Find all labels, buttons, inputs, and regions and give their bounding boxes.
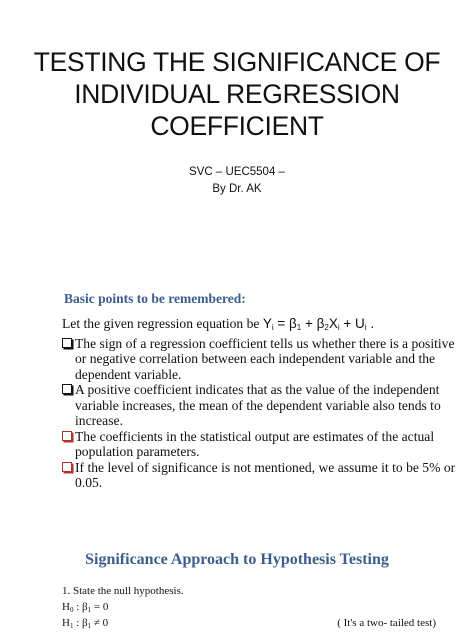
bullet-item: The coefficients in the statistical output are estimates of the actual population parameters.	[62, 429, 442, 460]
checkbox-bullet-icon	[62, 384, 72, 394]
slide-title	[0, 46, 474, 142]
title-line-1: TESTING THE SIGNIFICANCE OF	[33, 47, 441, 77]
title-line-2: INDIVIDUAL REGRESSION	[74, 79, 400, 109]
basic-points-heading: Basic points to be remembered:	[64, 291, 246, 306]
approach-heading: Significance Approach to Hypothesis Testing	[85, 551, 389, 568]
bullet-item: A positive coefficient indicates that as the value of the independent variable increases, the mean of the dependent variable also tends to increase.	[62, 382, 442, 429]
slide-subtitle	[0, 164, 474, 198]
equation-line	[62, 316, 442, 336]
bullet-item: If the level of significance is not mentioned, we assume it to be 5% or 0.05.	[62, 460, 442, 491]
equation-intro: Let the given regression equation be	[62, 316, 260, 331]
course-code: SVC – UEC5504 –	[189, 166, 285, 178]
basic-points-body	[62, 316, 456, 491]
null-hypothesis: $H_0$ : $\beta_1 = 0$	[62, 601, 109, 614]
alternative-hypothesis: $H_1$ : $\beta_1 \ne 0$ ( It's a two- tailed test)	[62, 617, 436, 630]
step-1: 1. State the null hypothesis.	[62, 585, 184, 597]
hypothesis-steps	[62, 583, 442, 631]
regression-equation: $Y_i = \beta_1 + \beta_2X_i + U_i$ .	[262, 316, 375, 332]
two-tailed-note: ( It's a two- tailed test)	[337, 617, 436, 629]
checkbox-bullet-icon	[62, 338, 72, 348]
checkbox-bullet-icon	[62, 431, 72, 441]
checkbox-bullet-icon	[62, 462, 72, 472]
author: By Dr. AK	[212, 183, 262, 195]
bullet-item: The sign of a regression coefficient tells us whether there is a positive or negative correlation between each independent variable and the dependent variable.	[62, 336, 442, 383]
title-line-3: COEFFICIENT	[150, 111, 324, 141]
